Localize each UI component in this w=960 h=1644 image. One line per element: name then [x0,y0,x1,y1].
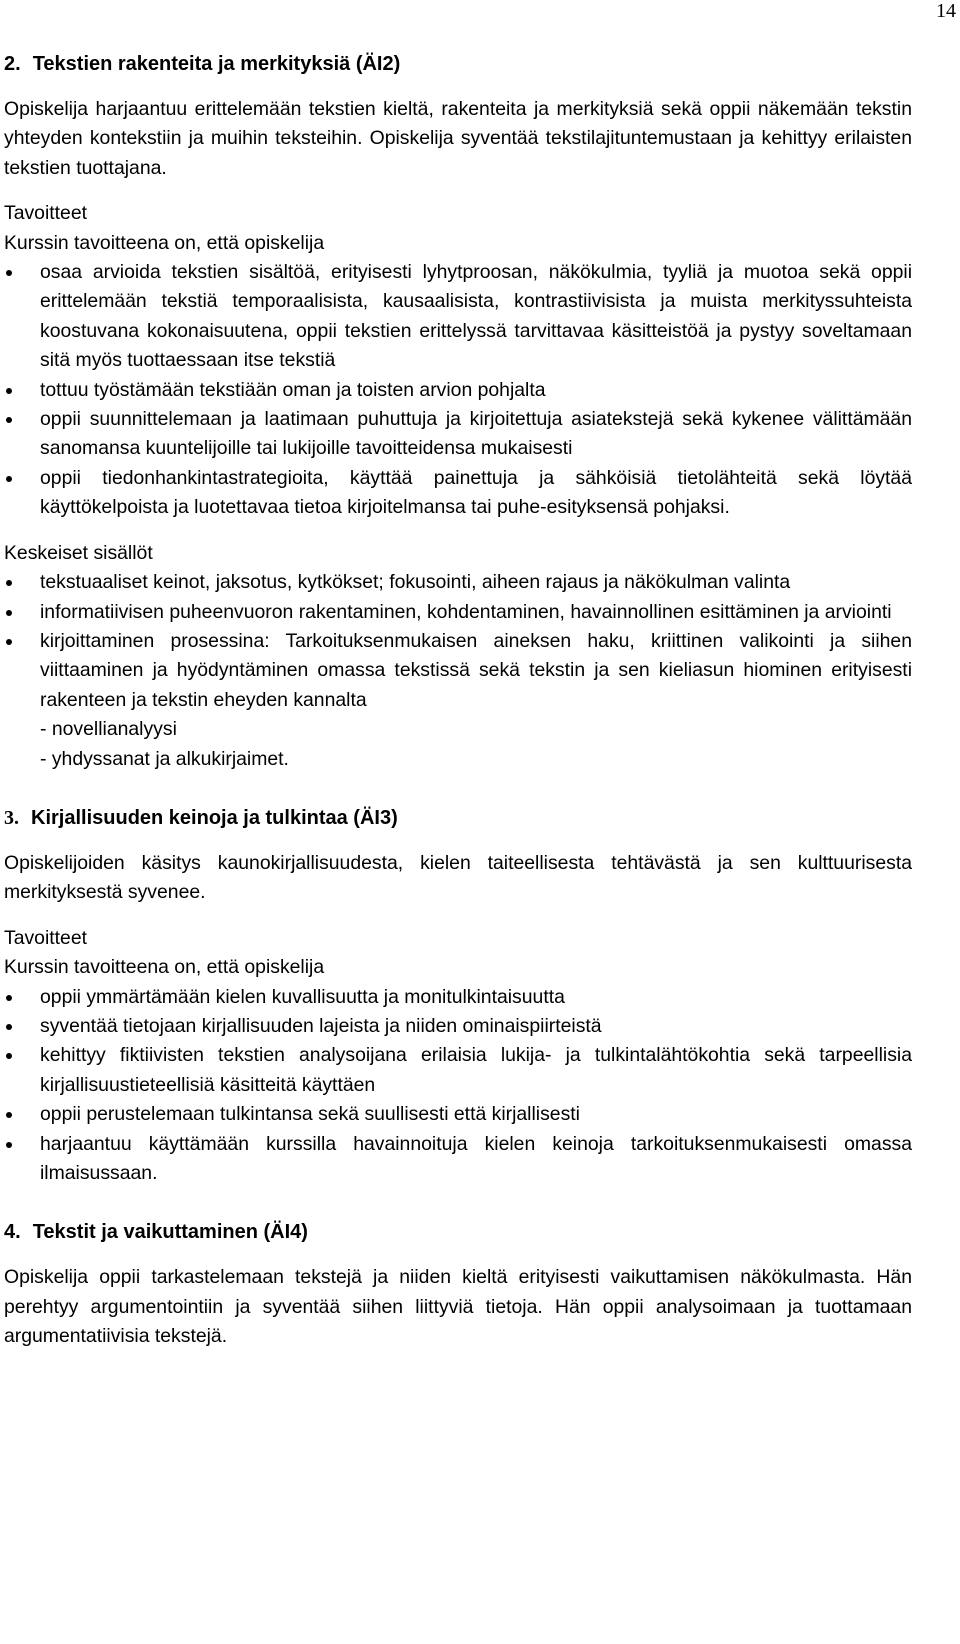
section-heading-2 [4,50,912,79]
list-item: kirjoittaminen prosessina: Tarkoituksenmukaisen aineksen haku, kriittinen valikointi ja siihen viittaaminen ja hyödyntäminen omassa tekstissä sekä tekstin ja sen kieliasun hiominen erityisesti rakenteen ja tekstin eheyden kannalta [4,627,912,715]
section-number: 4. [4,1221,21,1244]
goals-lead: Kurssin tavoitteena on, että opiskelija [4,231,325,254]
list-item: informatiivisen puheenvuoron rakentaminen, kohdentaminen, havainnollinen esittäminen ja arviointi [4,598,912,627]
list-item: kehittyy fiktiivisten tekstien analysoijana erilaisia lukija- ja tulkintalähtökohtia sekä tarpeellisia kirjallisuustieteellisiä käsitteitä käyttäen [4,1041,912,1100]
section-title: Tekstit ja vaikuttaminen (ÄI4) [32,1221,308,1244]
bullet-icon [6,610,12,616]
bullet-icon [6,580,12,586]
bullet-icon [6,1024,12,1030]
bullet-icon [6,417,12,423]
list-item: osaa arvioida tekstien sisältöä, erityisesti lyhytproosan, näkökulmia, tyyliä ja muotoa sekä oppii erittelemään tekstiä temporaalisista, kausaalisista, kontrastiivisista ja muista merkityssuhteista koostuvana kokonaisuutena, oppii tekstien erittelyssä tarvittavaa käsitteistöä ja pystyy soveltamaan sitä myös tuottaessaan itse tekstiä [4,258,912,376]
goals-list [4,258,912,523]
section-intro: Opiskelijoiden käsitys kaunokirjallisuudesta, kielen taiteellisesta tehtävästä ja sen kulttuurisesta merkityksestä syvenee. [4,851,912,904]
list-item: oppii suunnittelemaan ja laatimaan puhuttuja ja kirjoitettuja asiatekstejä sekä kykenee välittämään sanomansa kuuntelijoille tai lukijoille tavoitteidensa mukaisesti [4,405,912,464]
bullet-icon [6,270,12,276]
bullet-icon [6,476,12,482]
bullet-icon [6,1142,12,1148]
section-title: Kirjallisuuden keinoja ja tulkintaa (ÄI3) [31,806,398,829]
list-item: oppii tiedonhankintastrategioita, käyttää painettuja ja sähköisiä tietolähteitä sekä löytää käyttökelpoista ja luotettavaa tietoa kirjoitelmansa tai puhe-esityksensä pohjaksi. [4,464,912,523]
goals-heading: Tavoitteet [4,202,87,225]
section-intro: Opiskelija oppii tarkastelemaan tekstejä ja niiden kieltä erityisesti vaikuttamisen näkökulmasta. Hän perehtyy argumentointiin ja syventää siihen liittyviä tietoja. Hän oppii analysoimaan ja tuottamaan argumentatiivisia tekstejä. [4,1266,912,1348]
goals-heading: Tavoitteet [4,926,87,949]
list-item: tottuu työstämään tekstiään oman ja toisten arvion pohjalta [4,376,912,405]
list-item: tekstuaaliset keinot, jaksotus, kytkökset; fokusointi, aiheen rajaus ja näkökulman valinta [4,568,912,597]
contents-list [4,568,912,715]
goals-list [4,983,912,1189]
contents-extra-item: - novellianalyysi [40,718,177,741]
page-content [4,50,912,1352]
contents-extra-item: - yhdyssanat ja alkukirjaimet. [40,747,289,770]
bullet-icon [6,388,12,394]
bullet-icon [6,1112,12,1118]
list-item: harjaantuu käyttämään kurssilla havainnoituja kielen keinoja tarkoituksenmukaisesti omassa ilmaisussaan. [4,1130,912,1189]
section-number: 3. [4,806,19,829]
list-item: oppii ymmärtämään kielen kuvallisuutta ja monitulkintaisuutta [4,983,912,1012]
list-item: syventää tietojaan kirjallisuuden lajeista ja niiden ominaispiirteistä [4,1012,912,1041]
page-number: 14 [936,0,956,22]
goals-lead: Kurssin tavoitteena on, että opiskelija [4,956,325,979]
section-title: Tekstien rakenteita ja merkityksiä (ÄI2) [32,53,401,75]
bullet-icon [6,639,12,645]
bullet-icon [6,995,12,1001]
contents-heading: Keskeiset sisällöt [4,541,153,564]
section-heading-4 [4,1218,912,1247]
list-item: oppii perustelemaan tulkintansa sekä suullisesti että kirjallisesti [4,1100,912,1129]
section-number: 2. [4,53,21,75]
section-heading-3 [4,804,912,833]
bullet-icon [6,1053,12,1059]
section-intro: Opiskelija harjaantuu erittelemään tekstien kieltä, rakenteita ja merkityksiä sekä oppii näkemään tekstin yhteyden kontekstiin ja muihin teksteihin. Opiskelija syventää tekstilajituntemustaan ja kehittyy erilaisten tekstien tuottajana. [4,98,912,179]
